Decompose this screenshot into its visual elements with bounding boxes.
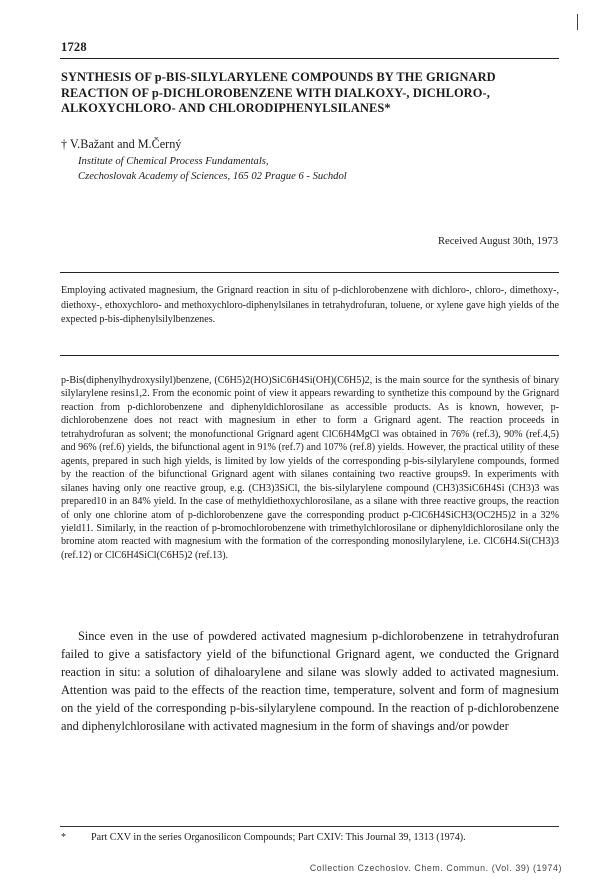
page-number: 1728 bbox=[61, 40, 87, 54]
affiliation-line-2: Czechoslovak Academy of Sciences, 165 02 Prague 6 - Suchdol bbox=[78, 170, 347, 182]
affiliation-line-1: Institute of Chemical Process Fundamentals, bbox=[78, 156, 269, 167]
intro-paragraph-text: p-Bis(diphenylhydroxysilyl)benzene, (C6H5)2(HO)SiC6H4Si(OH)(C6H5)2, is the main source for the synthesis of binary silylarylene resins1,2. From the economic point of view it appears rewarding to synthetize this compound by the Grignard reaction from p-dichlorobenzene and diphenyldichlorosilane as accessible products. As is known, however, p-dichlorobenzene does not react with magnesium in ether to form a Grignard agent. The reaction proceeds in tetrahydrofuran as solvent; the monofunctional Grignard agent ClC6H4MgCl was obtained in 76% (ref.3), 90% (ref.4,5) and 96% (ref.6) yields, the bifunctional agent in 91% (ref.7) and 107% (ref.8) yields. However, the practical utility of these agents, prepared in such high yields, is limited by low yields of the corresponding p-bis-silylarylene compounds, formed by the reaction of the bifunctional Grignard agent with silanes containing two reactive groups9. In experiments with silanes having only one reactive group, e.g. (CH3)3SiCl, the bis-silylarylene compound (CH3)3SiC6H4Si (CH3)3 was prepared10 in an 84% yield. In the case of methyldiethoxychlorosilane, as a silane with three reactive groups, the reaction of only one chlorine atom of p-dichlorobenzene gave the corresponding product p-ClC6H4SiCH3(OC2H5)2 in a 32% yield11. Similarly, in the reaction of p-bromochlorobenzene with trimethylchlorosilane or diphenyldichlorosilane only the bromine atom reacted with magnesium with the formation of the corresponding monosilylarylene, i.e. ClC6H4.Si(CH3)3 (ref.12) or ClC6H4SiCl(C6H5)2 (ref.13). bbox=[61, 375, 559, 561]
authors: † V.Bažant and M.Černý bbox=[61, 137, 182, 151]
footnote bbox=[61, 831, 559, 845]
footnote-rule bbox=[60, 826, 559, 827]
received-date: Received August 30th, 1973 bbox=[437, 236, 558, 247]
main-paragraph bbox=[61, 628, 559, 735]
running-footer: Collection Czechoslov. Chem. Commun. (Vol. 39) (1974) bbox=[309, 863, 562, 873]
abstract-rule-top bbox=[60, 272, 559, 273]
header-rule bbox=[60, 58, 559, 59]
intro-paragraph bbox=[61, 374, 559, 562]
footnote-marker: * bbox=[61, 832, 67, 843]
main-paragraph-text: Since even in the use of powdered activated magnesium p-dichlorobenzene in tetrahydrofuran failed to give a satisfactory yield of the bifunctional Grignard agent, we conducted the Grignard reaction in situ: a solution of dihaloarylene and silane was slowly added to activated magnesium. Attention was paid to the effects of the reaction time, temperature, solvent and form of magnesium on the yield of the corresponding p-bis-silylarylene compound. In the reaction of p-dichlorobenzene and diphenylchlorosilane with activated magnesium in the form of shavings and/or powder bbox=[61, 629, 559, 733]
footnote-text: Part CXV in the series Organosilicon Compounds; Part CXIV: This Journal 39, 1313 (1974). bbox=[91, 832, 466, 843]
affiliation bbox=[78, 155, 347, 184]
page-edge-mark bbox=[577, 14, 578, 30]
abstract-rule-bottom bbox=[60, 355, 559, 356]
article-title: SYNTHESIS OF p-BIS-SILYLARYLENE COMPOUNDS BY THE GRIGNARD REACTION OF p-DICHLOROBENZENE WITH DIALKOXY-, DICHLORO-, ALKOXYCHLORO- AND CHLORODIPHENYLSILANES* bbox=[61, 70, 496, 115]
abstract: Employing activated magnesium, the Grignard reaction in situ of p-dichlorobenzene with dichloro-, chloro-, dimethoxy-, diethoxy-, ethoxychloro- and methoxychloro-diphenylsilanes in tetrahydrofuran, toluene, or xylene gave high yields of the expected p-bis-diphenylsilylbenzenes. bbox=[61, 285, 559, 326]
